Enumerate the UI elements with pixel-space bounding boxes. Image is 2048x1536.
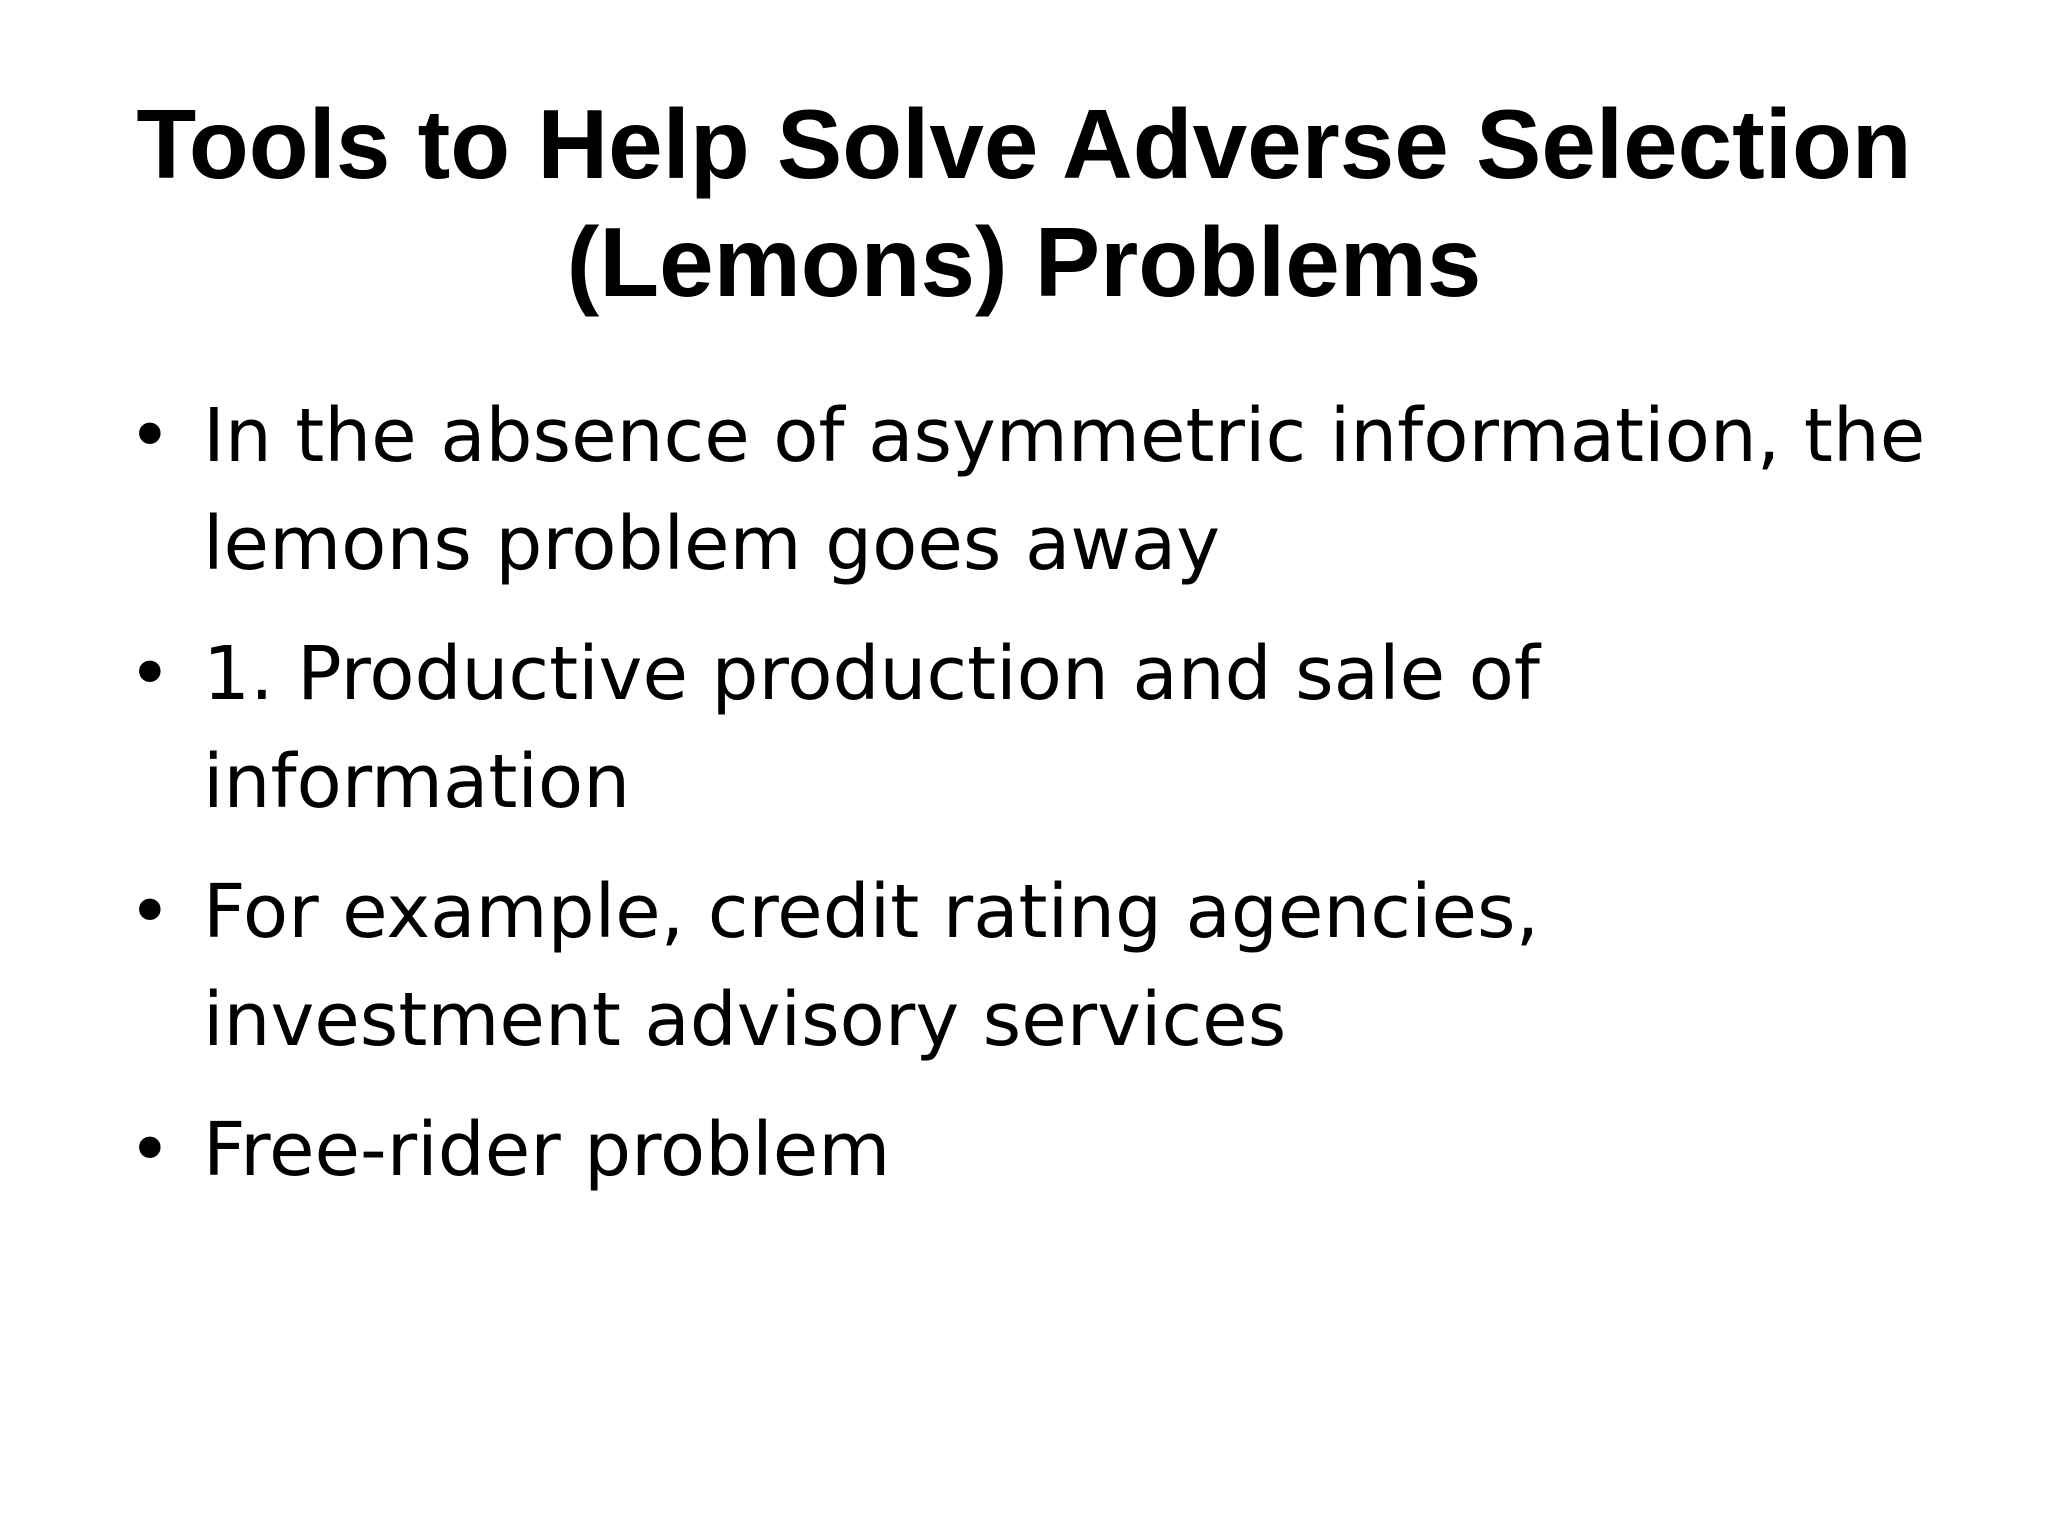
bullet-line: 1. Productive production and sale of [203, 631, 1540, 717]
bullet-dot-icon: • [128, 869, 172, 955]
bullet-item [128, 620, 1968, 836]
bullet-dot-icon: • [128, 1107, 172, 1193]
bullet-dot-icon: • [128, 631, 172, 717]
bullet-line: For example, credit rating agencies, [203, 869, 1540, 955]
slide-title-line: (Lemons) Problems [566, 207, 1482, 317]
bullet-list [128, 382, 1968, 1226]
slide-title [100, 85, 1948, 321]
bullet-line: In the absence of asymmetric information, the [203, 393, 1926, 479]
bullet-line: investment advisory services [203, 977, 1287, 1063]
bullet-dot-icon: • [128, 393, 172, 479]
bullet-item [128, 858, 1968, 1074]
bullet-line: lemons problem goes away [203, 501, 1220, 587]
bullet-item [128, 1096, 1968, 1204]
slide-title-line: Tools to Help Solve Adverse Selection [136, 89, 1912, 199]
bullet-line: Free-rider problem [203, 1107, 891, 1193]
bullet-text [203, 382, 1968, 598]
bullet-text [203, 858, 1968, 1074]
bullet-text [203, 1096, 1968, 1204]
bullet-item [128, 382, 1968, 598]
bullet-line: information [203, 739, 631, 825]
bullet-text [203, 620, 1968, 836]
